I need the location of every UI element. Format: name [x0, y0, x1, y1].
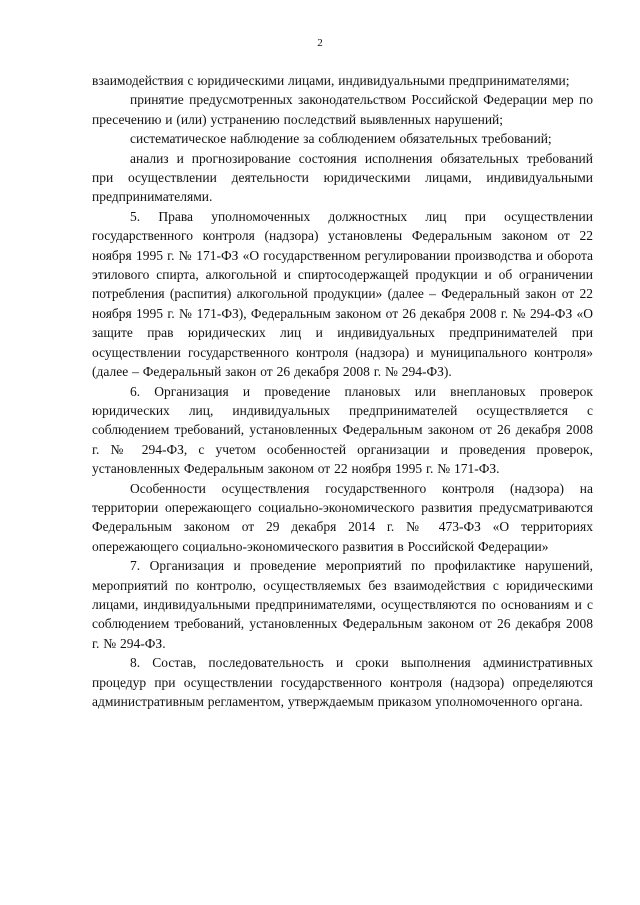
paragraph-continuation: взаимодействия с юридическими лицами, индивидуальными предпринимателями;: [92, 73, 570, 88]
paragraph-item-5: 5. Права уполномоченных должностных лиц при осуществлении государственного контроля (надзора) установлены Федеральным законом от 22 ноября 1995 г. № 171-ФЗ «О государственном регулировании производства и оборота этилового спирта, алкогольной и спиртосодержащей продукции и об ограничении потребления (распития) алкогольной продукции» (далее – Федеральный закон от 22 ноября 1995 г. № 171-ФЗ), Федеральным законом от 26 декабря 2008 г. № 294-ФЗ «О защите прав юридических лиц и индивидуальных предпринимателей при осуществлении государственного контроля (надзора) и муниципального контроля» (далее – Федеральный закон от 26 декабря 2008 г. № 294-ФЗ).: [92, 208, 593, 380]
paragraph-item-8: 8. Состав, последовательность и сроки выполнения административных процедур при осуществлении государственного контроля (надзора) определяются административным регламентом, утверждаемым приказом уполномоченного органа.: [92, 655, 593, 709]
document-body: [92, 71, 593, 711]
paragraph-special-territories: Особенности осуществления государственного контроля (надзора) на территории опережающего социально-экономического развития предусматриваются Федеральным законом от 29 декабря 2014 г. № 473-ФЗ «О территориях опережающего социально-экономического развития в Российской Федерации»: [92, 480, 593, 554]
paragraph-item-6: 6. Организация и проведение плановых или внеплановых проверок юридических лиц, индивидуальных предпринимателей осуществляется с соблюдением требований, установленных Федеральным законом от 26 декабря 2008 г. № 294-ФЗ, с учетом особенностей организации и проведения проверок, установленных Федеральным законом от 22 ноября 1995 г. № 171-ФЗ.: [92, 383, 593, 477]
paragraph-observation: систематическое наблюдение за соблюдением обязательных требований;: [130, 131, 552, 147]
page-number: 2: [317, 37, 323, 49]
paragraph-measures: принятие предусмотренных законодательством Российской Федерации мер по пресечению и (или) устранению последствий выявленных нарушений;: [92, 92, 593, 127]
paragraph-analysis: анализ и прогнозирование состояния исполнения обязательных требований при осуществлении деятельности юридическими лицами, индивидуальными предпринимателями.: [92, 150, 593, 205]
paragraph-item-7: 7. Организация и проведение мероприятий по профилактике нарушений, мероприятий по контролю, осуществляемых без взаимодействия с юридическими лицами, индивидуальными предпринимателями, осуществляются по основаниям и с соблюдением требований, установленных Федеральным законом от 26 декабря 2008 г. № 294-ФЗ.: [92, 558, 593, 651]
